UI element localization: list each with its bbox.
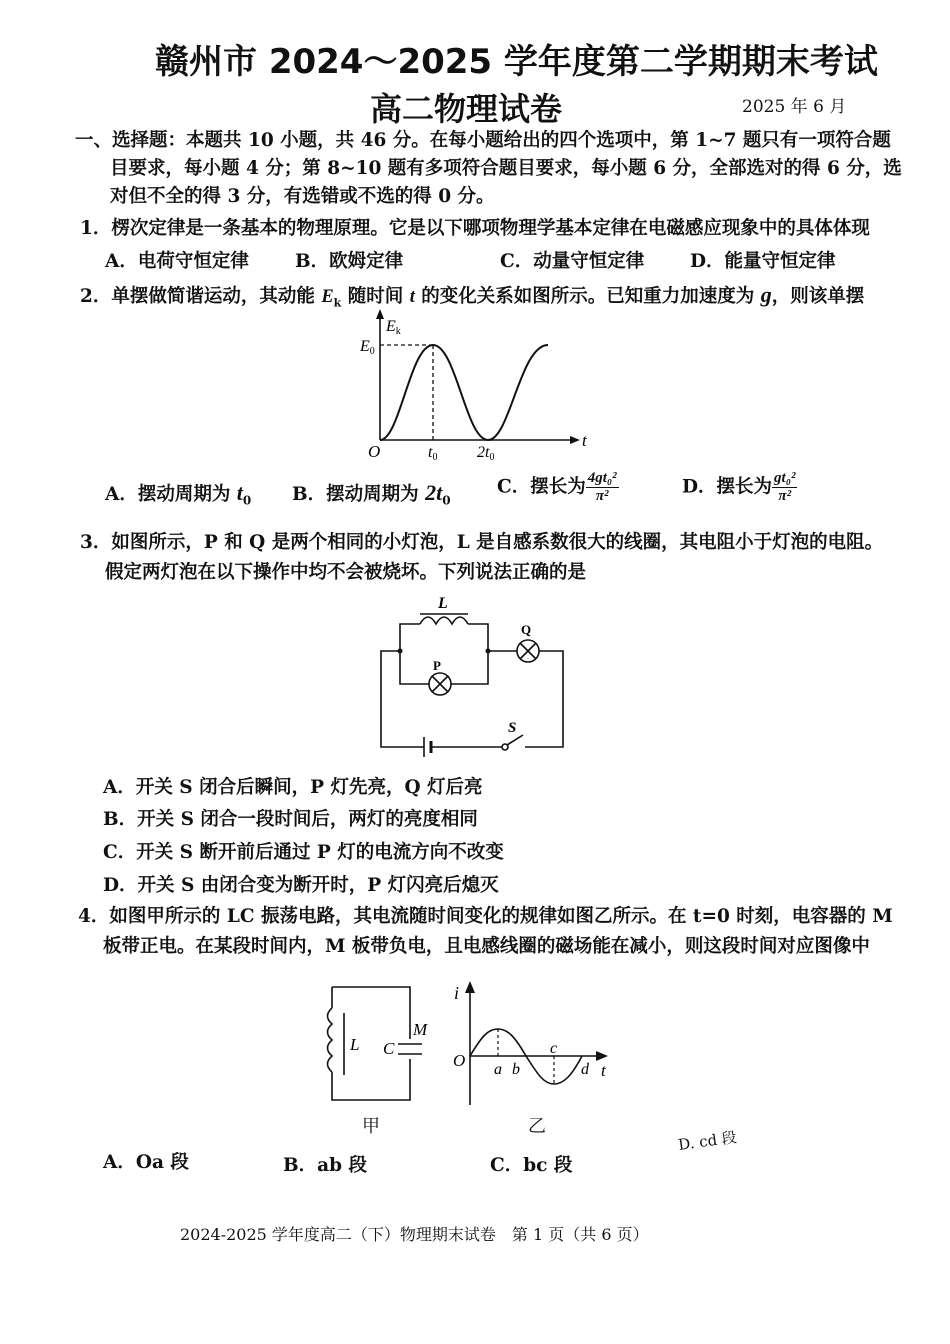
q2-option-d-fraction: $\frac{\text{gt₀²}}{\text{π²}}$ [774, 470, 796, 504]
q4-option-a: A．Oa 段 [103, 1152, 189, 1173]
svg-text:c: c [550, 1040, 558, 1057]
q1-option-b: B．欧姆定律 [295, 251, 404, 272]
exam-title: 赣州市 2024～2025 学年度第二学期期末考试 [155, 42, 878, 82]
svg-text:C: C [383, 1039, 395, 1058]
svg-text:t: t [601, 1061, 606, 1080]
q3-option-a: A．开关 S 闭合后瞬间，P 灯先亮，Q 灯后亮 [103, 777, 483, 798]
page-footer: 2024-2025 学年度高二（下）物理期末试卷 第 1 页（共 6 页） [180, 1225, 649, 1244]
svg-text:b: b [512, 1061, 520, 1078]
fig4-caption-yi: 乙 [528, 1116, 546, 1137]
q4-option-b: B．ab 段 [283, 1155, 367, 1176]
q1-option-d: D．能量守恒定律 [690, 251, 836, 272]
q4-stem-line2: 板带正电。在某段时间内，M 板带负电，且电感线圈的磁场能在减小，则这段时间对应图像中 [103, 936, 870, 957]
q2-option-d: D．摆长为 $\frac{\text{gt₀²}}{\text{π²}}$ [682, 470, 796, 504]
q2-option-b: B．摆动周期为 $2t_0$ [292, 480, 451, 508]
fig3-lamp-p-label: P [433, 658, 441, 673]
section-instructions-line2: 目要求，每小题 4 分；第 8~10 题有多项符合题目要求，每小题 6 分，全部选对的得 6 分，选 [110, 158, 902, 179]
svg-text:i: i [454, 983, 460, 1003]
q1-stem: 1．楞次定律是一条基本的物理原理。它是以下哪项物理学基本定律在电磁感应现象中的具体体现 [80, 218, 870, 239]
q2-stem: 2．单摆做简谐运动，其动能 $E_k$ 随时间 t 的变化关系如图所示。已知重力加速度为 g，则该单摆 [80, 282, 865, 310]
q4-option-c: C．bc 段 [490, 1155, 573, 1176]
q3-option-b: B．开关 S 闭合一段时间后，两灯的亮度相同 [103, 809, 478, 830]
exam-date: 2025 年 6 月 [742, 97, 847, 117]
q3-stem-line1: 3．如图所示，P 和 Q 是两个相同的小灯泡，L 是自感系数很大的线圈，其电阻小于灯泡的电阻。 [80, 532, 884, 553]
svg-text:2t0: 2t0 [477, 444, 495, 463]
svg-text:M: M [413, 1020, 428, 1039]
q4-stem-line1: 4．如图甲所示的 LC 振荡电路，其电流随时间变化的规律如图乙所示。在 t=0 时刻，电容器的 M [78, 906, 893, 927]
q3-stem-line2: 假定两灯泡在以下操作中均不会被烧坏。下列说法正确的是 [105, 562, 587, 583]
fig3-lamp-q-label: Q [521, 622, 532, 637]
svg-text:O: O [453, 1051, 466, 1070]
fig2-y-label: Ek [386, 318, 401, 337]
q4-option-d: D. cd 段 [677, 1127, 738, 1155]
q2-option-a: A．摆动周期为 $t_0$ [105, 480, 252, 508]
q2-option-c: C．摆长为 $\frac{\text{4gt₀²}}{\text{π²}}$ [497, 470, 617, 504]
section-instructions-line1: 一、选择题：本题共 10 小题，共 46 分。在每小题给出的四个选项中，第 1~7 题只有一项符合题 [75, 130, 891, 151]
fig4-caption-jia: 甲 [362, 1116, 380, 1137]
svg-text:L: L [350, 1035, 360, 1054]
fig2-origin: O [368, 442, 381, 461]
fig2-x-label: t [582, 431, 587, 450]
q1-option-a: A．电荷守恒定律 [105, 251, 249, 272]
figure-lc-oscillation [310, 975, 630, 1145]
q3-option-c: C．开关 S 断开前后通过 P 灯的电流方向不改变 [103, 842, 504, 863]
q3-option-d: D．开关 S 由闭合变为断开时，P 灯闪亮后熄灭 [103, 875, 499, 896]
fig3-inductor-label: L [438, 595, 448, 612]
figure-kinetic-energy-graph [340, 305, 600, 465]
section-instructions-line3: 对但不全的得 3 分，有选错或不选的得 0 分。 [110, 186, 495, 207]
fig3-switch-label: S [508, 720, 517, 736]
fig2-y-tick: E0 [360, 338, 375, 357]
q2-option-c-fraction: $\frac{\text{4gt₀²}}{\text{π²}}$ [587, 470, 617, 504]
svg-text:t0: t0 [428, 444, 438, 463]
figure-inductor-lamp-circuit [360, 590, 580, 760]
exam-subtitle: 高二物理试卷 [370, 90, 563, 128]
svg-text:a: a [494, 1061, 502, 1078]
q1-option-c: C．动量守恒定律 [500, 251, 645, 272]
svg-text:d: d [581, 1061, 589, 1078]
